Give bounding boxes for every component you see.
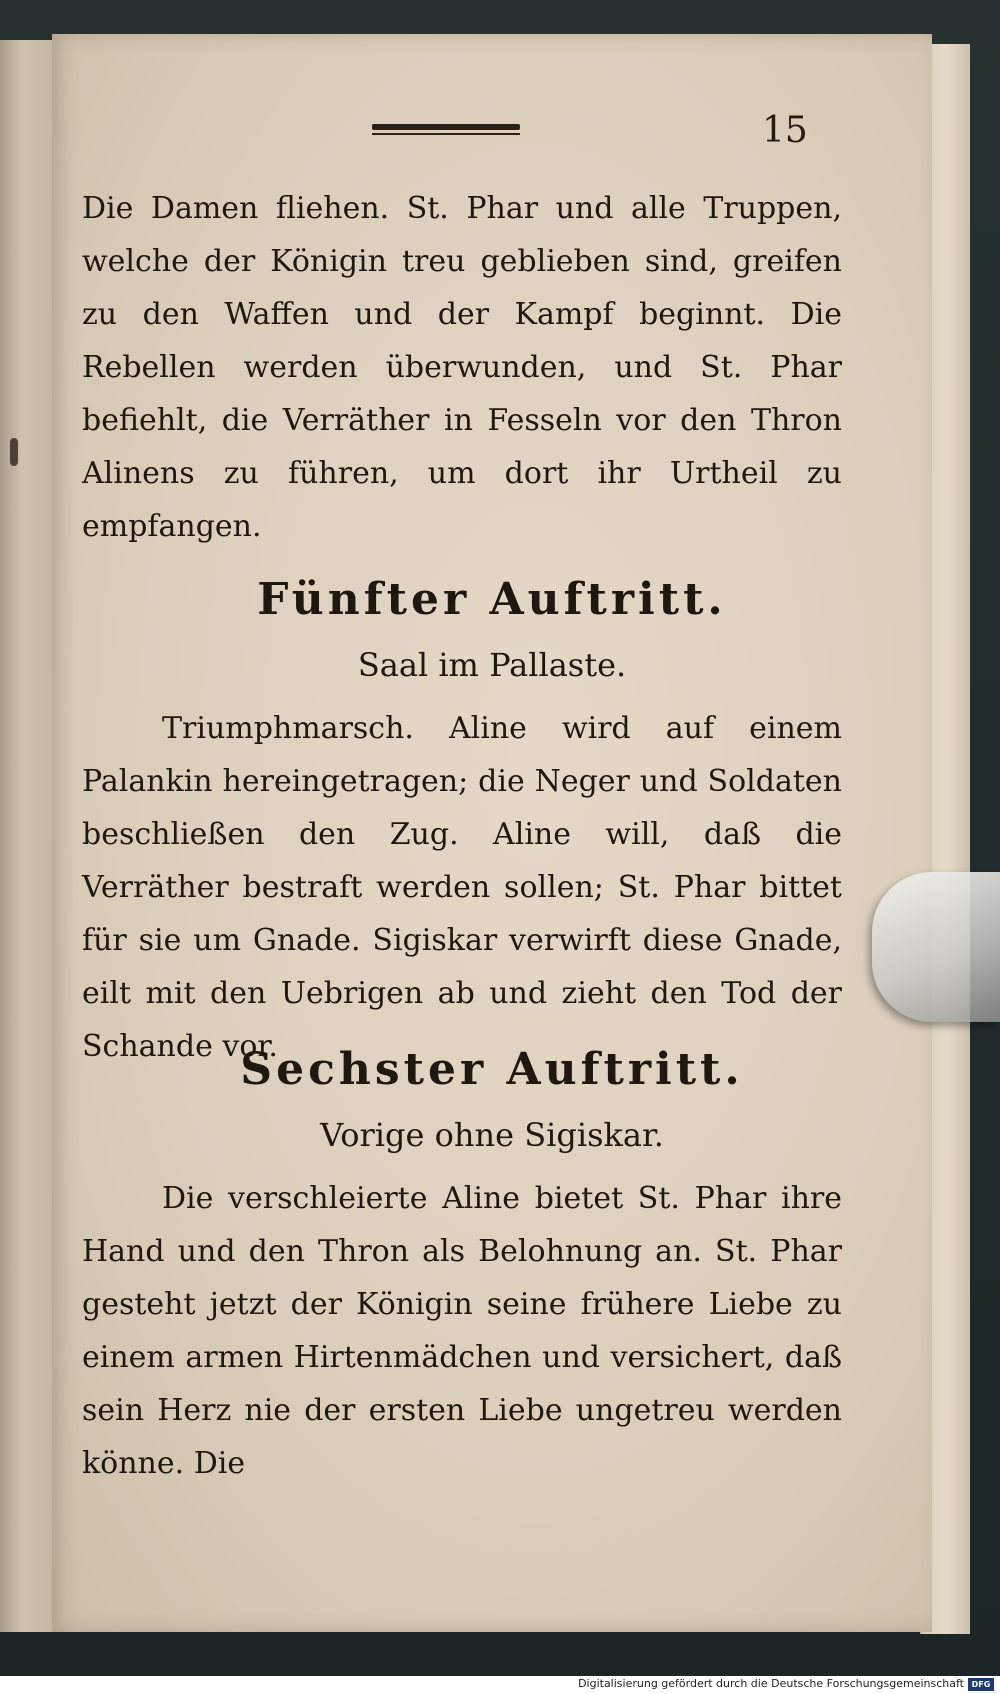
scene5-title: Fünfter Auftritt. bbox=[257, 574, 727, 625]
scene6-setting: Vorige ohne Sigiskar. bbox=[320, 1116, 664, 1154]
header-rule bbox=[372, 124, 520, 130]
scene6-title: Sechster Auftritt. bbox=[240, 1044, 744, 1095]
scene6-text: Die verschleierte Aline bietet St. Phar ihre Hand und den Thron als Belohnung an. St. Phar gesteht jetzt der Königin seine frühere Liebe zu einem armen Hirtenmädchen und versichert, daß sein Herz nie der ersten Liebe ungetreu werden könne. Die bbox=[82, 1181, 842, 1481]
intro-paragraph: Die Damen fliehen. St. Phar und alle Truppen, welche der Königin treu geblieben sind, greifen zu den Waffen und der Kampf beginnt. Die Rebellen werden überwunden, und St. Phar befiehlt, die Verräther in Fesseln vor den Thron Alinens zu führen, um dort ihr Urtheil zu empfangen. bbox=[82, 191, 842, 544]
facing-page-edge bbox=[0, 40, 58, 1632]
dfg-logo: DFG bbox=[968, 1678, 994, 1691]
scene5-text: Triumphmarsch. Aline wird auf einem Palankin hereingetragen; die Neger und Soldaten beschließen den Zug. Aline will, daß die Verräther bestraft werden sollen; St. Phar bittet für sie um Gnade. Sigiskar verwirft diese Gnade, eilt mit den Uebrigen ab und zieht den Tod der Schande vor. bbox=[82, 711, 842, 1064]
page-mark bbox=[10, 438, 18, 466]
page-number: 15 bbox=[762, 110, 808, 151]
book-page bbox=[52, 34, 932, 1632]
footer-credit: Digitalisierung gefördert durch die Deutsche Forschungsgemeinschaft bbox=[578, 1677, 964, 1690]
scene5-setting: Saal im Pallaste. bbox=[357, 646, 627, 684]
page-clip bbox=[872, 872, 1000, 1022]
page-header bbox=[52, 34, 932, 154]
